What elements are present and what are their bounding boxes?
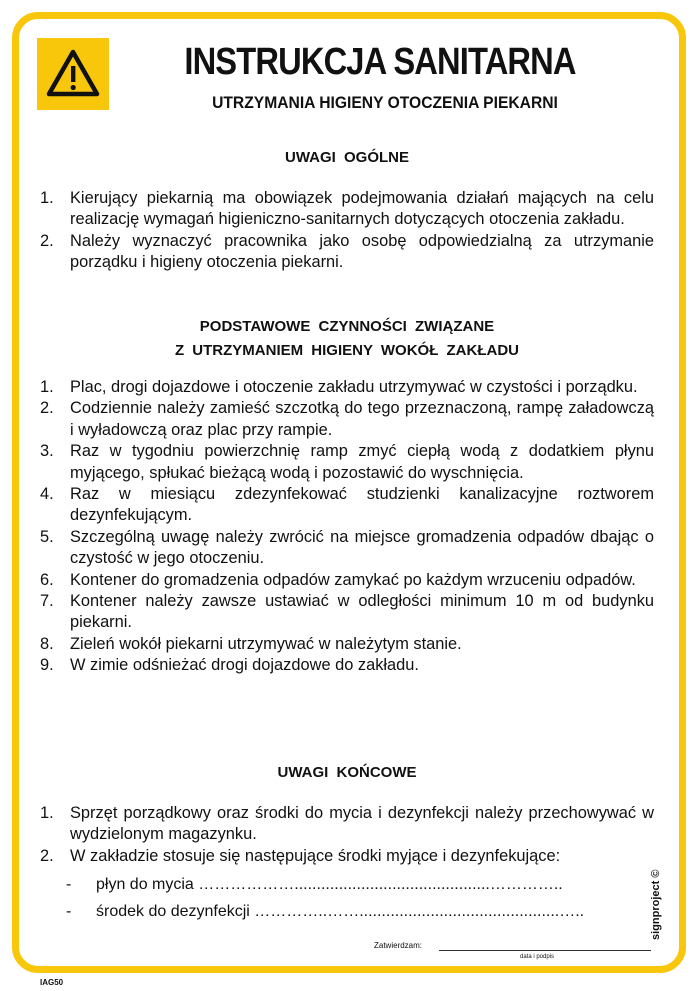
list-item: 5. Szczególną uwagę należy zwrócić na miejsce gromadzenia odpadów dbając o czystość w jego otoczeniu.	[40, 527, 654, 568]
section-heading-basic-line2: Z UTRZYMANIEM HIGIENY WOKÓŁ ZAKŁADU	[174, 342, 520, 359]
section-heading-basic-line1: PODSTAWOWE CZYNNOŚCI ZWIĄZANE	[199, 318, 495, 335]
list-item: 9. W zimie odśnieżać drogi dojazdowe do zakładu.	[40, 656, 419, 675]
sign-code: IAG50	[40, 978, 64, 987]
section-heading-general: UWAGI OGÓLNE	[285, 149, 409, 166]
list-item: 2. Codziennie należy zamieść szczotką do tego przeznaczoną, rampę załadowczą i wyładowczą oraz plac przy rampie.	[40, 399, 654, 439]
page-subtitle: UTRZYMANIA HIGIENY OTOCZENIA PIEKARNI	[212, 93, 558, 112]
list-item: 4. Raz w miesiącu zdezynfekować studzienki kanalizacyjne roztworem dezynfekującym.	[40, 485, 654, 525]
list-item: 2. W zakładzie stosuje się następujące środki myjące i dezynfekujące:	[40, 846, 561, 865]
list-item: 3. Raz w tygodniu powierzchnię ramp zmyć ciepłą wodą z dodatkiem płynu myjącego, spłukać bieżącą wodą i pozostawić do wyschnięcia.	[40, 442, 654, 482]
section-heading-final: UWAGI KOŃCOWE	[277, 764, 417, 781]
basic-list	[40, 377, 654, 677]
list-item: 2. Należy wyznaczyć pracownika jako osobę odpowiedzialną za utrzymanie porządku i higieny otoczenia piekarni.	[40, 231, 654, 272]
approval-label: Zatwierdzam:	[374, 941, 423, 950]
list-item: 1. Sprzęt porządkowy oraz środki do mycia i dezynfekcji należy przechowywać w wydzielonym magazynku.	[40, 804, 654, 844]
page-title: INSTRUKCJA SANITARNA	[184, 41, 576, 83]
warning-icon-box	[37, 38, 109, 110]
list-item: 1. Kierujący piekarnią ma obowiązek podejmowania działań mających na celu realizację wymagań higieniczno-sanitarnych dotyczących otoczenia zakładu.	[40, 189, 654, 229]
brand-label: signproject ©	[650, 869, 662, 940]
signature-line	[439, 950, 651, 951]
list-item: 8. Zieleń wokół piekarni utrzymywać w należytym stanie.	[40, 634, 462, 653]
date-sign-label: data i podpis	[520, 954, 555, 960]
sub-item-disinfectant: - środek do dezynfekcji …………..…….............................................…..	[66, 903, 585, 920]
list-item: 7. Kontener należy zawsze ustawiać w odległości minimum 10 m od budynku piekarni.	[40, 592, 654, 632]
list-item: 6. Kontener do gromadzenia odpadów zamykać po każdym wrzuceniu odpadów.	[40, 570, 636, 589]
final-list	[40, 803, 654, 867]
warning-triangle-icon	[37, 38, 109, 110]
general-list	[40, 188, 654, 274]
list-item: 1. Plac, drogi dojazdowe i otoczenie zakładu utrzymywać w czystości i porządku.	[40, 378, 638, 396]
sub-item-cleaning-liquid: - płyn do mycia ………………............................................…………..	[66, 876, 563, 893]
